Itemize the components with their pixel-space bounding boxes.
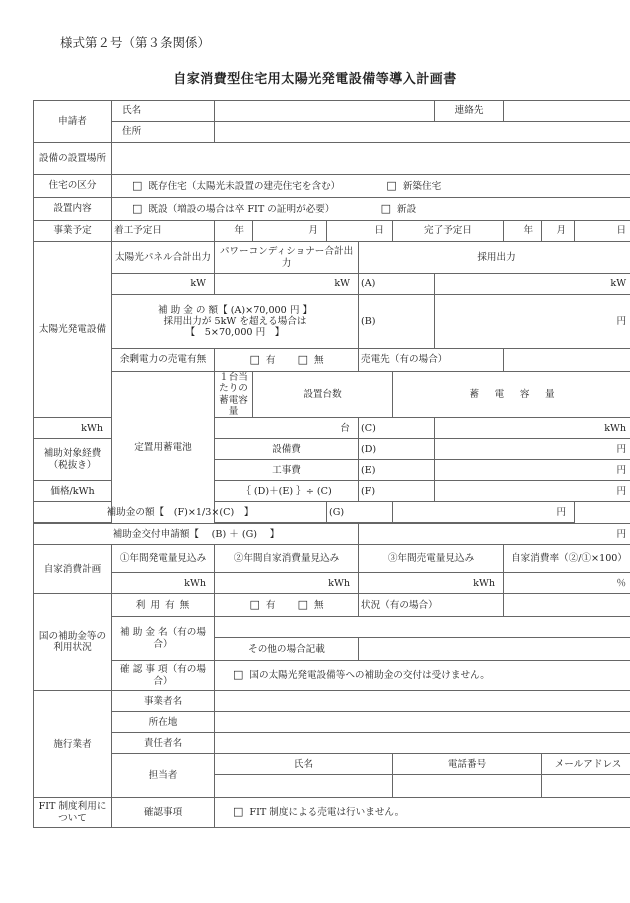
annual-sales-field[interactable]: kWh xyxy=(359,573,504,594)
name-label: 氏名 xyxy=(112,101,215,122)
subsidy-line-3: 【 5×70,000 円 】 xyxy=(185,327,285,339)
battery-subsidy-formula: 補助金の額【 (F)×1/3×(C) 】 xyxy=(34,502,327,523)
panel-output-header: 太陽光パネル合計出力 xyxy=(112,242,215,274)
checkbox-existing-housing[interactable]: □ 既存住宅（太陽光未設置の建売住宅を含む） xyxy=(132,178,341,192)
schedule-label: 事業予定 xyxy=(34,221,112,242)
application-form-table xyxy=(33,100,630,828)
mark-e: (E) xyxy=(359,460,435,481)
checkbox-surplus-yes[interactable]: □ 有 xyxy=(249,352,276,366)
subsidy-name-field[interactable] xyxy=(215,617,630,638)
adopted-output-field[interactable]: kW xyxy=(435,274,630,295)
grant-total-field[interactable]: 円 xyxy=(359,524,630,545)
mark-c: (C) xyxy=(359,418,435,439)
storage-capacity-header: 蓄 電 容 量 xyxy=(393,372,630,418)
company-location-label: 所在地 xyxy=(112,712,215,733)
checkbox-new-install[interactable]: □ 新設 xyxy=(380,201,417,215)
company-name-field[interactable] xyxy=(215,691,630,712)
price-per-kwh-label: 価格/kWh xyxy=(34,481,112,502)
start-date-label: 着工予定日 xyxy=(112,221,215,242)
solar-subsidy-field[interactable]: 円 xyxy=(435,295,630,349)
solar-subsidy-formula xyxy=(112,295,359,349)
battery-label: 定置用蓄電池 xyxy=(112,372,215,524)
mark-b: (B) xyxy=(359,295,435,349)
name-field[interactable] xyxy=(215,101,435,122)
checkbox-existing-install[interactable]: □ 既設（増設の場合は卒 FIT の証明が必要） xyxy=(132,201,335,215)
adopted-output-header: 採用出力 xyxy=(359,242,630,274)
contact-phone-field[interactable] xyxy=(393,775,542,798)
company-location-field[interactable] xyxy=(215,712,630,733)
construction-cost-label: 工事費 xyxy=(215,460,359,481)
other-case-field[interactable] xyxy=(359,638,630,661)
checkbox-fit-confirm[interactable]: □ FIT 制度による売電は行いません。 xyxy=(215,798,630,828)
checkbox-surplus-no[interactable]: □ 無 xyxy=(297,352,324,366)
responsible-person-label: 責任者名 xyxy=(112,733,215,754)
solar-label: 太陽光発電設備 xyxy=(34,242,112,418)
end-month[interactable]: 月 xyxy=(542,221,575,242)
sell-to-label: 売電先（有の場合） xyxy=(359,349,504,372)
applicant-label: 申請者 xyxy=(34,101,112,143)
fit-confirm-label: 確認事項 xyxy=(112,798,215,828)
national-subsidy-label: 国の補助金等の利用状況 xyxy=(34,594,112,691)
usage-status-label: 状況（有の場合） xyxy=(359,594,504,617)
checkbox-usage-no[interactable]: □ 無 xyxy=(297,597,324,611)
grant-total-label: 補助金交付申請額【 (B) ＋ (G) 】 xyxy=(34,524,359,545)
install-content-options xyxy=(112,198,630,221)
pcs-output-field[interactable]: kW xyxy=(215,274,359,295)
annual-sales-header: ③年間売電量見込み xyxy=(359,545,504,573)
address-label: 住所 xyxy=(112,122,215,143)
storage-capacity-field[interactable]: kWh xyxy=(435,418,630,439)
contact-label: 連絡先 xyxy=(435,101,504,122)
form-number: 様式第２号（第３条関係） xyxy=(60,35,211,50)
contractor-label: 施行業者 xyxy=(34,691,112,798)
contact-email-header: メールアドレス xyxy=(542,754,630,775)
start-year[interactable]: 年 xyxy=(215,221,253,242)
facility-location-field[interactable] xyxy=(112,143,630,175)
annual-self-consumption-field[interactable]: kWh xyxy=(215,573,359,594)
subsidy-name-label: 補 助 金 名（有の場合） xyxy=(112,617,215,661)
self-consumption-rate-header: 自家消費率（②/①×100） xyxy=(504,545,630,573)
subsidy-line-2: 採用出力が 5kW を超える場合は xyxy=(163,315,307,327)
unit-count-field[interactable]: 台 xyxy=(215,418,359,439)
other-case-label: その他の場合記載 xyxy=(215,638,359,661)
responsible-person-field[interactable] xyxy=(215,733,630,754)
equipment-cost-field[interactable]: 円 xyxy=(435,439,630,460)
usage-label: 利 用 有 無 xyxy=(112,594,215,617)
price-formula: ｛ (D)＋(E) ｝÷ (C) xyxy=(215,481,359,502)
usage-options xyxy=(215,594,359,617)
company-name-label: 事業者名 xyxy=(112,691,215,712)
surplus-sale-options xyxy=(215,349,359,372)
subsidy-line-1: 補 助 金 の 額【 (A)×70,000 円 】 xyxy=(157,304,313,316)
usage-status-field[interactable] xyxy=(504,594,630,617)
housing-type-options xyxy=(112,175,630,198)
cost-label: 補助対象経費（税抜き） xyxy=(34,439,112,481)
contact-field[interactable] xyxy=(504,101,630,122)
unit-count-header: 設置台数 xyxy=(253,372,393,418)
capacity-per-unit-header: １台当たりの蓄電容量 xyxy=(215,372,253,418)
pcs-output-header: パワーコンディショナー合計出力 xyxy=(215,242,359,274)
self-consumption-rate-field[interactable]: ％ xyxy=(504,573,630,594)
national-confirm-label: 確 認 事 項（有の場合） xyxy=(112,661,215,691)
checkbox-new-housing[interactable]: □ 新築住宅 xyxy=(386,178,442,192)
construction-cost-field[interactable]: 円 xyxy=(435,460,630,481)
annual-self-consumption-header: ②年間自家消費量見込み xyxy=(215,545,359,573)
mark-g: (G) xyxy=(327,502,393,523)
start-day[interactable]: 日 xyxy=(327,221,393,242)
checkbox-usage-yes[interactable]: □ 有 xyxy=(249,597,276,611)
facility-location-label: 設備の設置場所 xyxy=(34,143,112,175)
document-title: 自家消費型住宅用太陽光発電設備等導入計画書 xyxy=(173,72,457,87)
contact-name-field[interactable] xyxy=(215,775,393,798)
checkbox-national-confirm[interactable]: □ 国の太陽光発電設備等への補助金の交付は受けません。 xyxy=(215,661,630,691)
end-date-label: 完了予定日 xyxy=(393,221,504,242)
annual-generation-header: ①年間発電量見込み xyxy=(112,545,215,573)
address-field[interactable] xyxy=(215,122,630,143)
contact-email-field[interactable] xyxy=(542,775,630,798)
end-year[interactable]: 年 xyxy=(504,221,542,242)
capacity-per-unit-field[interactable]: kWh xyxy=(34,418,112,439)
start-month[interactable]: 月 xyxy=(253,221,327,242)
price-per-kwh-field[interactable]: 円 xyxy=(435,481,630,502)
equipment-cost-label: 設備費 xyxy=(215,439,359,460)
sell-to-field[interactable] xyxy=(504,349,630,372)
fit-label: FIT 制度利用について xyxy=(34,798,112,828)
contact-name-header: 氏名 xyxy=(215,754,393,775)
mark-d: (D) xyxy=(359,439,435,460)
contact-person-label: 担当者 xyxy=(112,754,215,798)
self-consumption-label: 自家消費計画 xyxy=(34,545,112,594)
panel-output-field[interactable]: kW xyxy=(112,274,215,295)
install-content-label: 設置内容 xyxy=(34,198,112,221)
battery-subsidy-field[interactable]: 円 xyxy=(393,502,575,523)
contact-phone-header: 電話番号 xyxy=(393,754,542,775)
end-day[interactable]: 日 xyxy=(575,221,630,242)
mark-a: (A) xyxy=(359,274,435,295)
mark-f: (F) xyxy=(359,481,435,502)
housing-type-label: 住宅の区分 xyxy=(34,175,112,198)
annual-generation-field[interactable]: kWh xyxy=(112,573,215,594)
surplus-sale-label: 余剰電力の売電有無 xyxy=(112,349,215,372)
